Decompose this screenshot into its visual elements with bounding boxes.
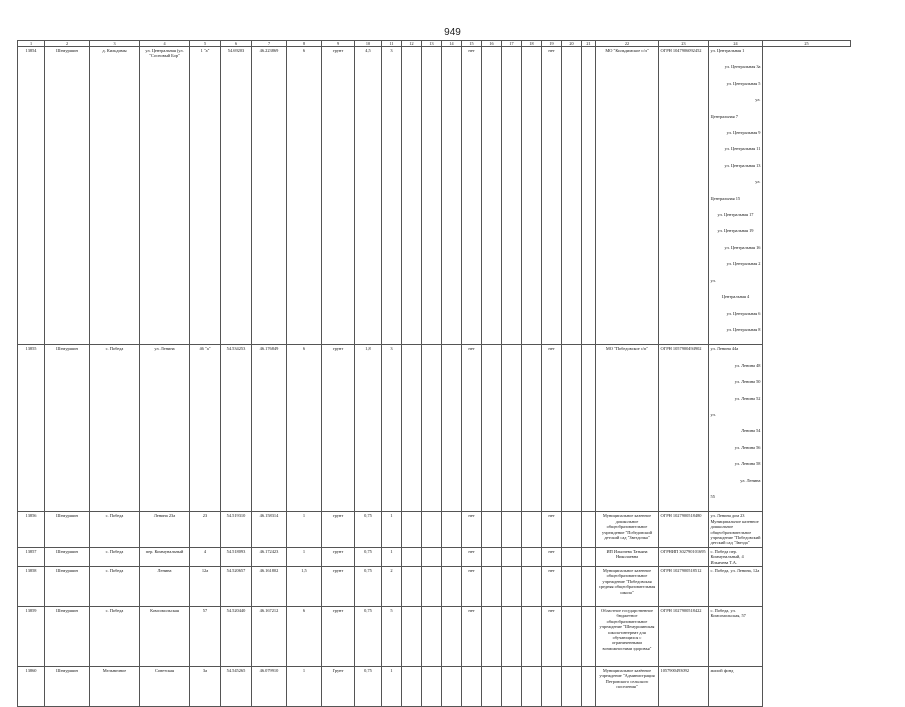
column-number: 16	[482, 41, 502, 47]
cell-c15	[462, 667, 482, 707]
column-number: 3	[90, 41, 140, 47]
cell-lat: 54.520657	[221, 567, 252, 607]
column-number: 6	[221, 41, 252, 47]
empty-cell	[402, 512, 422, 547]
empty-cell	[502, 47, 522, 345]
column-number: 10	[355, 41, 382, 47]
cell-locality: с. Победа	[90, 567, 140, 607]
cell-locality: с. Победа	[90, 607, 140, 667]
cell-c8: 1	[287, 512, 322, 547]
cell-c15: нет	[462, 47, 482, 345]
cell-house: 4	[190, 547, 221, 566]
cell-c8: 1,5	[287, 567, 322, 607]
empty-cell	[502, 345, 522, 512]
empty-cell	[522, 567, 542, 607]
address-line: 55	[710, 493, 715, 499]
address-line: ул. Центральная 1	[710, 48, 745, 53]
empty-cell	[482, 47, 502, 345]
empty-cell	[402, 345, 422, 512]
empty-cell	[422, 547, 442, 566]
cell-c19: нет	[542, 567, 562, 607]
empty-cell	[442, 345, 462, 512]
empty-cell	[402, 47, 422, 345]
cell-c15: нет	[462, 345, 482, 512]
cell-house: 3а	[190, 667, 221, 707]
cell-house: 12а	[190, 567, 221, 607]
empty-cell	[482, 345, 502, 512]
column-number: 19	[542, 41, 562, 47]
cell-lat: 54.520440	[221, 607, 252, 667]
cell-district: Шемуршин	[45, 345, 90, 512]
cell-c8: 1	[287, 667, 322, 707]
cell-id: 13860	[18, 667, 45, 707]
cell-owner: Муниципальное казенное дошкольное общеобразовательное учреждение "Победовский детский сад "Звездочка"	[596, 512, 659, 547]
cell-surface: грунт	[322, 47, 355, 345]
cell-district: Шемуршин	[45, 47, 90, 345]
empty-cell	[582, 567, 596, 607]
cell-c11: 1	[382, 547, 402, 566]
cell-c11: 3	[382, 47, 402, 345]
address-line: Ленина 54	[741, 428, 761, 434]
cell-area: 1,8	[355, 345, 382, 512]
empty-cell	[562, 667, 582, 707]
empty-cell	[522, 547, 542, 566]
cell-district: Шемуршин	[45, 667, 90, 707]
empty-cell	[422, 512, 442, 547]
column-number: 5	[190, 41, 221, 47]
column-number: 1	[18, 41, 45, 47]
cell-ogrn: 1057900493092	[659, 667, 709, 707]
column-number: 2	[45, 41, 90, 47]
empty-cell	[562, 512, 582, 547]
table-row	[18, 567, 851, 607]
address-line: ул. Центральная 19	[717, 228, 754, 234]
cell-c11: 2	[382, 567, 402, 607]
cell-owner: МО "Победовское с/п"	[596, 345, 659, 512]
empty-cell	[582, 547, 596, 566]
cell-lat: 54.518093	[221, 547, 252, 566]
empty-cell	[562, 567, 582, 607]
table-row	[18, 345, 851, 512]
empty-cell	[562, 47, 582, 345]
empty-cell	[482, 567, 502, 607]
cell-id: 13858	[18, 567, 45, 607]
cell-id: 13854	[18, 47, 45, 345]
column-number: 14	[442, 41, 462, 47]
empty-cell	[422, 607, 442, 667]
cell-area: 4,5	[355, 47, 382, 345]
cell-c19	[542, 667, 562, 707]
empty-cell	[582, 47, 596, 345]
cell-street: пер. Коммунальный	[140, 547, 190, 566]
cell-area: 0,75	[355, 667, 382, 707]
table-row	[18, 547, 851, 566]
table-body	[18, 47, 851, 707]
address-line: ул.	[755, 179, 761, 185]
address-line: ул. Ленина 56	[734, 444, 761, 450]
cell-locality: д. Кильдимы	[90, 47, 140, 345]
cell-district: Шемуршин	[45, 607, 90, 667]
empty-cell	[422, 345, 442, 512]
empty-cell	[482, 512, 502, 547]
cell-lat: 54.534253	[221, 345, 252, 512]
cell-ogrn: ОГРН 1057900494902	[659, 345, 709, 512]
registry-table	[17, 40, 851, 707]
address-line: ул. Центральная 3а	[724, 64, 761, 70]
cell-owner: ИП Ильичева Татьяна Николаевна	[596, 547, 659, 566]
empty-cell	[422, 667, 442, 707]
cell-owner: МО "Кильдимское с/п"	[596, 47, 659, 345]
column-number: 23	[659, 41, 709, 47]
cell-lon: 46.079910	[252, 667, 287, 707]
empty-cell	[402, 607, 422, 667]
cell-district: Шемуршин	[45, 512, 90, 547]
cell-lon: 46.161802	[252, 567, 287, 607]
cell-area: 0,75	[355, 547, 382, 566]
column-number: 12	[402, 41, 422, 47]
address-cell	[709, 547, 763, 566]
empty-cell	[502, 567, 522, 607]
column-number: 24	[709, 41, 763, 47]
cell-lon: 46.167212	[252, 607, 287, 667]
address-line: жилой фонд	[710, 668, 734, 674]
address-line: ул. Центральная 6	[726, 310, 761, 316]
cell-area: 0,75	[355, 567, 382, 607]
cell-ogrn: ОГРН 1027900518512	[659, 567, 709, 607]
cell-locality: с. Победа	[90, 512, 140, 547]
empty-cell	[582, 667, 596, 707]
table-row	[18, 667, 851, 707]
address-line: ул. Центральная 13	[724, 162, 761, 168]
empty-cell	[402, 547, 422, 566]
cell-owner: Областное государственное бюджетное общеобразовательное учреждение "Шемуршинская школа-интернат для обучающихся с ограниченными возможностями здоровья"	[596, 607, 659, 667]
address-line: ул. Центральная 8	[726, 326, 761, 332]
address-cell	[709, 667, 763, 707]
cell-ogrn: ОГРНИП 302790101695	[659, 547, 709, 566]
address-line: ул. Ленина 52	[734, 395, 761, 401]
cell-lat: 54.69203	[221, 47, 252, 345]
table-row	[18, 607, 851, 667]
empty-cell	[522, 512, 542, 547]
cell-ogrn: ОГРН 1027900518480	[659, 512, 709, 547]
cell-ogrn: ОГРН 1047906092452	[659, 47, 709, 345]
address-cell	[709, 567, 763, 607]
address-line: ул. Центральная 11	[724, 146, 761, 152]
address-line: ул. Центральная 9	[726, 130, 761, 136]
cell-house: 57	[190, 607, 221, 667]
cell-locality: с. Победа	[90, 345, 140, 512]
cell-id: 13855	[18, 345, 45, 512]
address-line: Муниципальное казенное дошкольное общеобразовательное учреждение "Победовский детский сад "Звезда"	[710, 518, 761, 546]
address-cell	[709, 512, 763, 547]
cell-area: 0,75	[355, 512, 382, 547]
column-number: 20	[562, 41, 582, 47]
address-line: ул. Ленина 48	[734, 362, 761, 368]
cell-district: Шемуршин	[45, 547, 90, 566]
cell-lon: 46.176849	[252, 345, 287, 512]
address-line: ул. Центральная 17	[717, 212, 754, 218]
empty-cell	[502, 667, 522, 707]
address-line: с. Победа пер. Коммунальный, 4	[710, 548, 744, 560]
cell-c19: нет	[542, 512, 562, 547]
empty-cell	[482, 667, 502, 707]
empty-cell	[442, 567, 462, 607]
cell-street: ул. Центральная (ул. "Сосновый Бор"	[140, 47, 190, 345]
empty-cell	[502, 547, 522, 566]
address-line: ул. Центральная 5	[726, 80, 761, 86]
cell-id: 13859	[18, 607, 45, 667]
cell-surface: грунт	[322, 512, 355, 547]
address-line: Центральная 4	[721, 294, 750, 300]
cell-street: Комсомольская	[140, 607, 190, 667]
cell-street: Ленина 23а	[140, 512, 190, 547]
cell-c19: нет	[542, 47, 562, 345]
cell-c8: 6	[287, 345, 322, 512]
table-row	[18, 47, 851, 345]
empty-cell	[562, 607, 582, 667]
empty-cell	[582, 512, 596, 547]
address-line: с. Победа, ул. Комсомольская, 57	[710, 608, 746, 619]
cell-lat: 54.545265	[221, 667, 252, 707]
cell-district: Шемуршин	[45, 567, 90, 607]
cell-house: 46 "а"	[190, 345, 221, 512]
cell-c15: нет	[462, 567, 482, 607]
address-line: ул. Ленина 58	[734, 461, 761, 467]
address-line: ул. Ленина	[740, 477, 761, 483]
address-cell	[709, 607, 763, 667]
address-line: ул. Центральная 16	[724, 244, 761, 250]
empty-cell	[522, 345, 542, 512]
address-line: ул.	[710, 277, 716, 283]
cell-area: 0,75	[355, 607, 382, 667]
empty-cell	[502, 607, 522, 667]
address-line: ул. Ленина 50	[734, 379, 761, 385]
cell-owner: Муниципальное казенное общеобразовательное учреждение "Победовская средняя общеобразовательная школа"	[596, 567, 659, 607]
column-number: 8	[287, 41, 322, 47]
address-line: Ильичева Т.А.	[710, 559, 738, 565]
cell-c8: 6	[287, 47, 322, 345]
cell-owner: Муниципальное казённое учреждение "Администрация Петровского сельского поселения"	[596, 667, 659, 707]
cell-lon: 46.158314	[252, 512, 287, 547]
empty-cell	[522, 607, 542, 667]
cell-house: 23	[190, 512, 221, 547]
empty-cell	[442, 47, 462, 345]
column-number: 17	[502, 41, 522, 47]
cell-street: Советская	[140, 667, 190, 707]
table-row	[18, 512, 851, 547]
empty-cell	[522, 47, 542, 345]
column-number: 21	[582, 41, 596, 47]
empty-cell	[522, 667, 542, 707]
cell-lon: 46.223869	[252, 47, 287, 345]
empty-cell	[582, 345, 596, 512]
cell-c15: нет	[462, 547, 482, 566]
cell-c11: 1	[382, 512, 402, 547]
empty-cell	[442, 607, 462, 667]
empty-cell	[442, 667, 462, 707]
cell-lat: 54.519310	[221, 512, 252, 547]
address-line: ул.	[710, 411, 716, 417]
cell-c19: нет	[542, 345, 562, 512]
column-number: 4	[140, 41, 190, 47]
cell-ogrn: ОГРН 1027900518422	[659, 607, 709, 667]
empty-cell	[402, 567, 422, 607]
column-number: 13	[422, 41, 442, 47]
cell-c11: 3	[382, 345, 402, 512]
cell-id: 13856	[18, 512, 45, 547]
cell-surface: грунт	[322, 567, 355, 607]
empty-cell	[482, 547, 502, 566]
empty-cell	[422, 47, 442, 345]
cell-c15: нет	[462, 607, 482, 667]
empty-cell	[562, 547, 582, 566]
cell-c11: 5	[382, 607, 402, 667]
address-line: ул. Ленина 44а	[710, 346, 739, 352]
column-number: 22	[596, 41, 659, 47]
empty-cell	[502, 512, 522, 547]
cell-house: 1 "а"	[190, 47, 221, 345]
cell-c19: нет	[542, 607, 562, 667]
address-cell	[709, 47, 763, 345]
cell-surface: грунт	[322, 345, 355, 512]
cell-locality: с. Победа	[90, 547, 140, 566]
column-number: 25	[763, 41, 851, 47]
empty-cell	[402, 667, 422, 707]
cell-c11: 1	[382, 667, 402, 707]
address-line: ул. Центральная 2	[726, 261, 761, 267]
cell-lon: 46.172423	[252, 547, 287, 566]
address-line: с. Победа, ул. Ленина, 12а	[710, 568, 760, 574]
empty-cell	[562, 345, 582, 512]
address-line: Центральная 15	[710, 195, 741, 201]
cell-surface: Грунт	[322, 667, 355, 707]
cell-c8: 6	[287, 607, 322, 667]
cell-c15: нет	[462, 512, 482, 547]
address-line: ул.	[755, 97, 761, 103]
empty-cell	[422, 567, 442, 607]
cell-street: Ленина	[140, 567, 190, 607]
cell-surface: грунт	[322, 607, 355, 667]
column-number: 9	[322, 41, 355, 47]
column-number: 11	[382, 41, 402, 47]
cell-surface: грунт	[322, 547, 355, 566]
address-line: Центральная 7	[710, 113, 738, 119]
cell-id: 13857	[18, 547, 45, 566]
cell-street: ул. Ленина	[140, 345, 190, 512]
empty-cell	[482, 607, 502, 667]
column-number: 7	[252, 41, 287, 47]
column-number: 15	[462, 41, 482, 47]
address-cell	[709, 345, 763, 512]
empty-cell	[582, 607, 596, 667]
empty-cell	[442, 547, 462, 566]
empty-cell	[442, 512, 462, 547]
cell-locality: Мельничное	[90, 667, 140, 707]
cell-c8: 1	[287, 547, 322, 566]
column-number: 18	[522, 41, 542, 47]
page-number: 949	[444, 27, 461, 38]
address-line: ул. Ленина дом 23	[710, 513, 745, 519]
cell-c19: нет	[542, 547, 562, 566]
